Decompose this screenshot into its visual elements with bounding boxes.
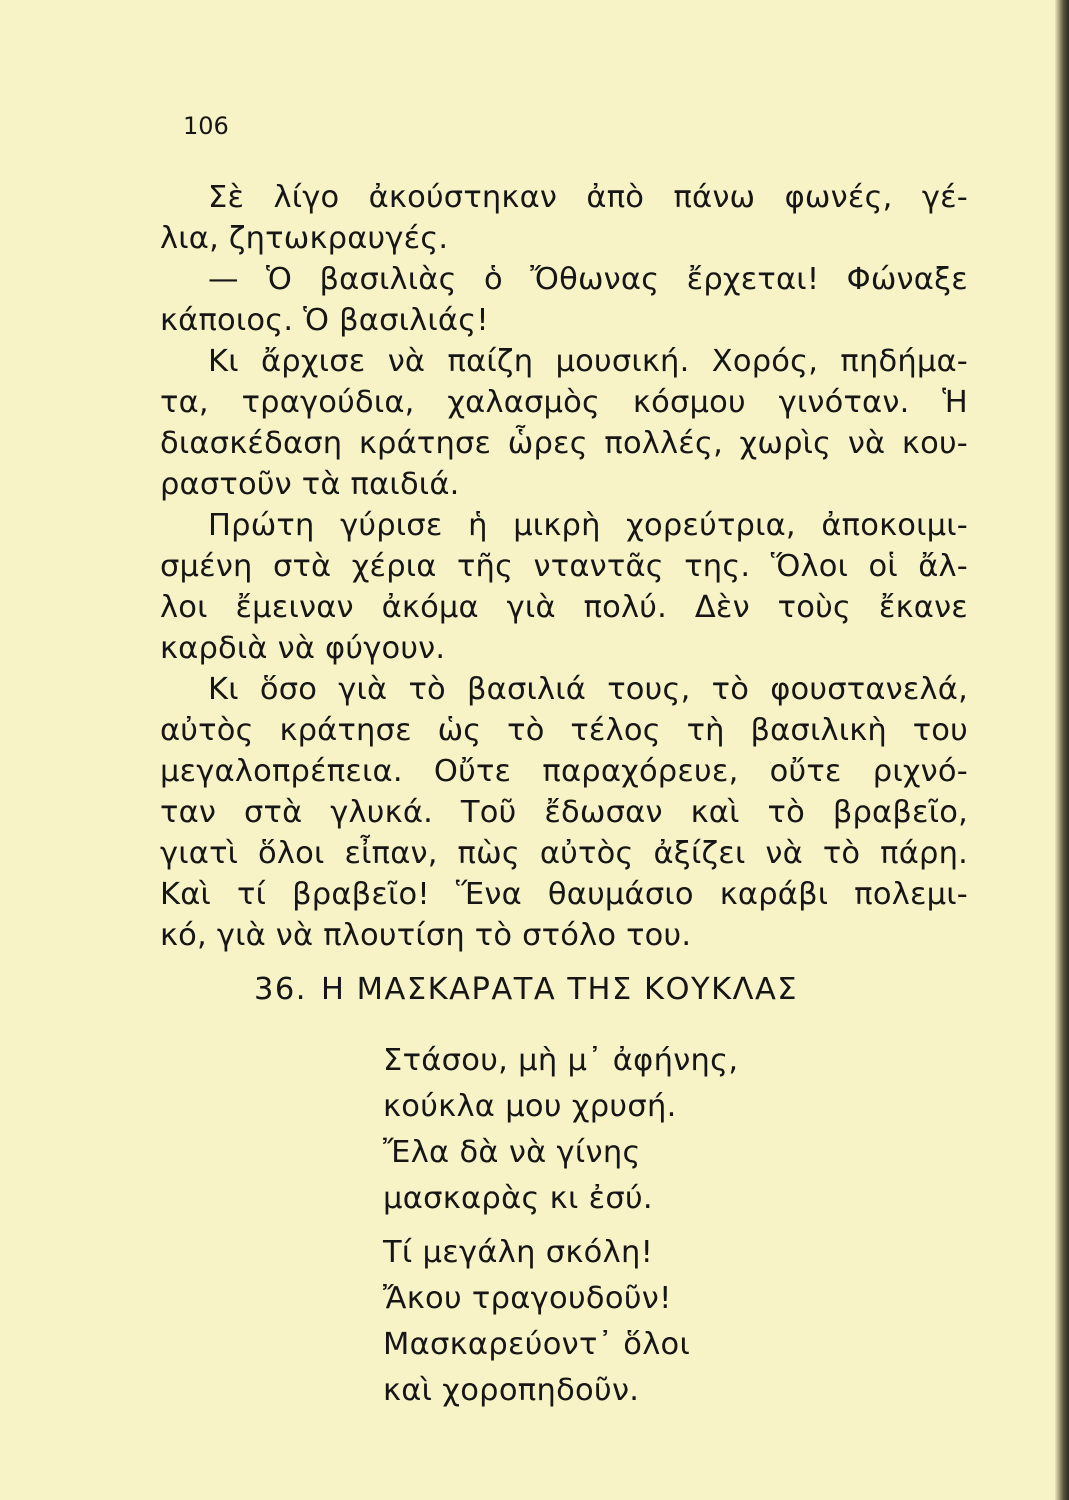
- paragraph-1: [160, 177, 968, 259]
- paragraph-5: [160, 669, 968, 956]
- text-line: μεγαλοπρέπεια. Οὔτε παραχόρευε, οὔτε ριχνό-: [160, 754, 968, 789]
- verse-line: καὶ χοροπηδοῦν.: [383, 1373, 640, 1408]
- text-line: Κι ὅσο γιὰ τὸ βασιλιά τους, τὸ φουστανελά,: [208, 672, 968, 707]
- text-line: Καὶ τί βραβεῖο! Ἕνα θαυμάσιο καράβι πολεμι-: [160, 877, 968, 912]
- page-number: 106: [183, 112, 229, 140]
- text-line: ταν στὰ γλυκά. Τοῦ ἔδωσαν καὶ τὸ βραβεῖο,: [160, 795, 968, 830]
- text-line: καρδιὰ νὰ φύγουν.: [160, 631, 446, 666]
- verse-line: Μασκαρεύοντ᾽ ὅλοι: [383, 1327, 691, 1362]
- poem-stanza-2: [383, 1230, 690, 1414]
- verse-line: μασκαρὰς κι ἐσύ.: [383, 1181, 653, 1216]
- text-line: γιατὶ ὅλοι εἶπαν, πὼς αὐτὸς ἀξίζει νὰ τὸ πάρη.: [160, 836, 968, 871]
- text-line: — Ὁ βασιλιὰς ὁ Ὄθωνας ἔρχεται! Φώναξε: [208, 262, 968, 297]
- paragraph-2: [160, 259, 968, 341]
- text-line: λια, ζητωκραυγές.: [160, 221, 449, 256]
- poem-stanza-1: [383, 1038, 738, 1222]
- text-line: διασκέδαση κράτησε ὧρες πολλές, χωρὶς νὰ κου-: [160, 426, 968, 461]
- text-line: Πρώτη γύρισε ἡ μικρὴ χορεύτρια, ἀποκοιμι-: [208, 508, 968, 543]
- verse-line: κούκλα μου χρυσή.: [383, 1089, 677, 1124]
- text-line: κό, γιὰ νὰ πλουτίση τὸ στόλο του.: [160, 918, 692, 953]
- text-line: Σὲ λίγο ἀκούστηκαν ἀπὸ πάνω φωνές, γέ-: [208, 180, 968, 215]
- text-line: Κι ἄρχισε νὰ παίζη μουσική. Χορός, πηδήμα-: [208, 344, 968, 379]
- text-line: σμένη στὰ χέρια τῆς νταντᾶς της. Ὅλοι οἱ ἄλ-: [160, 549, 968, 584]
- section-heading: [254, 968, 798, 1012]
- paragraph-4: [160, 505, 968, 669]
- page-edge: [1055, 0, 1069, 1500]
- section-number: 36.: [254, 972, 308, 1007]
- verse-line: Ἔλα δὰ νὰ γίνης: [383, 1135, 641, 1170]
- text-line: λοι ἔμειναν ἀκόμα γιὰ πολύ. Δὲν τοὺς ἔκανε: [160, 590, 968, 625]
- verse-line: Ἄκου τραγουδοῦν!: [383, 1281, 672, 1316]
- text-line: ραστοῦν τὰ παιδιά.: [160, 467, 460, 502]
- paragraph-3: [160, 341, 968, 505]
- text-line: τα, τραγούδια, χαλασμὸς κόσμου γινόταν. Ἡ: [160, 385, 968, 420]
- text-line: κάποιος. Ὁ βασιλιάς!: [160, 303, 489, 338]
- section-title: Η ΜΑΣΚΑΡΑΤΑ ΤΗΣ ΚΟΥΚΛΑΣ: [321, 972, 799, 1007]
- text-line: αὐτὸς κράτησε ὡς τὸ τέλος τὴ βασιλικὴ του: [160, 713, 968, 748]
- verse-line: Τί μεγάλη σκόλη!: [383, 1235, 654, 1270]
- verse-line: Στάσου, μὴ μ᾽ ἀφήνης,: [383, 1043, 739, 1078]
